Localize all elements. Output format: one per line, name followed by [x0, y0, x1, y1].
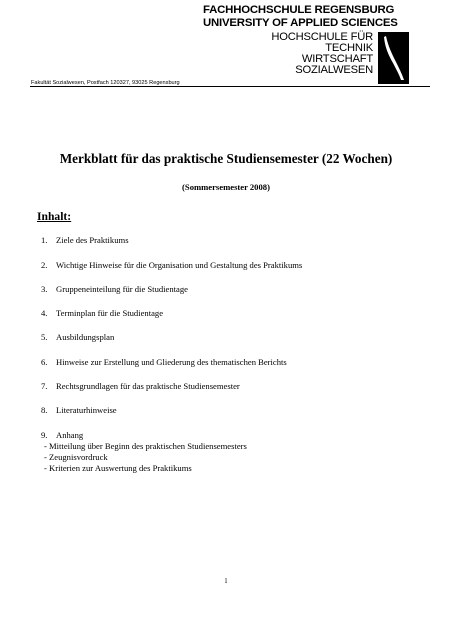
toc-item [41, 382, 240, 391]
toc-text: Hinweise zur Erstellung und Gliederung des thematischen Berichts [56, 357, 287, 367]
toc-text: Ziele des Praktikums [56, 235, 129, 245]
toc-item [41, 309, 163, 318]
toc-item [41, 431, 83, 440]
university-logo [203, 3, 409, 85]
toc-text: Wichtige Hinweise für die Organisation und Gestaltung des Praktikums [56, 260, 303, 270]
appendix-item: - Zeugnisvordruck [44, 452, 108, 462]
logo-line-1: FACHHOCHSCHULE REGENSBURG [203, 4, 395, 16]
logo-sub-2: TECHNIK [325, 42, 373, 54]
toc-item [41, 285, 188, 294]
toc-text: Literaturhinweise [56, 405, 117, 415]
document-title: Merkblatt für das praktische Studiensemester (22 Wochen) [59, 151, 393, 166]
toc-text: Terminplan für die Studientage [56, 308, 164, 318]
toc-number: 3. [41, 284, 48, 294]
logo-mark-icon [378, 32, 409, 84]
logo-sub-1: HOCHSCHULE FÜR [271, 31, 373, 43]
logo-sub-3: WIRTSCHAFT [301, 53, 373, 65]
contents-heading: Inhalt: [37, 210, 72, 223]
toc-number: 7. [41, 381, 48, 391]
toc-text: Anhang [56, 430, 84, 440]
toc-number: 2. [41, 260, 48, 270]
toc-text: Gruppeneinteilung für die Studientage [56, 284, 188, 294]
document-subtitle: (Sommersemester 2008) [182, 182, 270, 192]
toc-number: 6. [41, 357, 48, 367]
toc-number: 5. [41, 332, 48, 342]
header-divider [30, 86, 430, 87]
toc-number: 4. [41, 308, 48, 318]
toc-item [41, 406, 117, 415]
appendix-item: - Kriterien zur Auswertung des Praktikums [44, 463, 192, 473]
toc-number: 9. [41, 430, 48, 440]
toc-text: Rechtsgrundlagen für das praktische Studiensemester [56, 381, 240, 391]
toc-item [41, 261, 302, 270]
toc-number: 8. [41, 405, 48, 415]
sender-address: Fakultät Sozialwesen, Postfach 120327, 93025 Regensburg [31, 80, 180, 86]
toc-item [41, 358, 287, 367]
toc-item [41, 236, 129, 245]
appendix-item: - Mitteilung über Beginn des praktischen Studiensemesters [44, 441, 247, 451]
logo-sub-4: SOZIALWESEN [295, 64, 373, 76]
page-number: 1 [224, 578, 228, 585]
toc-item [41, 333, 114, 342]
toc-text: Ausbildungsplan [56, 332, 115, 342]
toc-number: 1. [41, 235, 48, 245]
logo-line-2: UNIVERSITY OF APPLIED SCIENCES [203, 17, 398, 29]
